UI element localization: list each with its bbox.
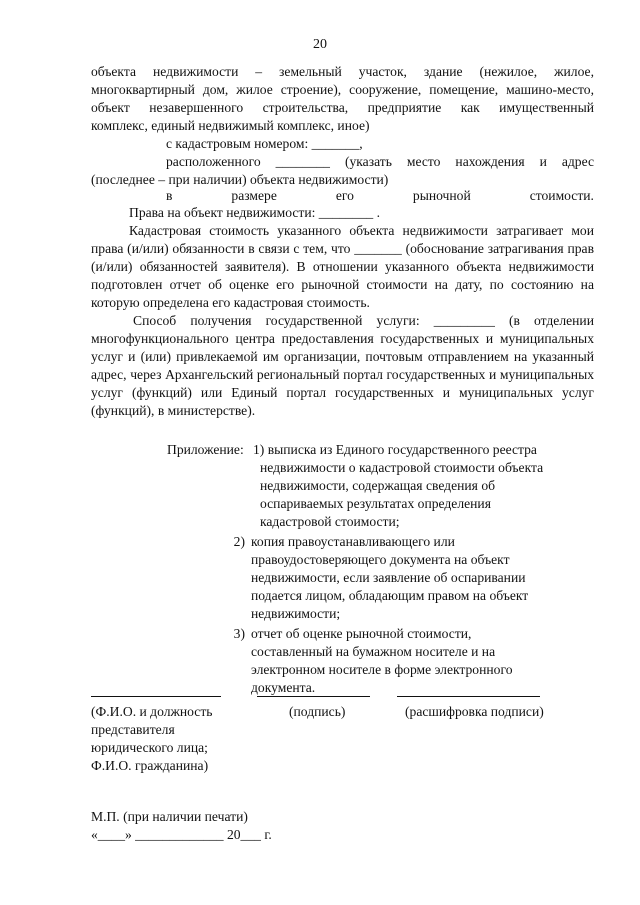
sign-caption: (подпись) bbox=[289, 704, 346, 719]
attachment-item-1: Приложение: 1) выписка из Единого государственного реестра недвижимости о кадастровой стоимости объекта недвижимости, содержащая сведения об оспариваемых результатах определения кадастровой стоимости; bbox=[167, 442, 544, 529]
attachment-number: 3) bbox=[233, 626, 245, 641]
stamp-note: М.П. (при наличии печати) bbox=[91, 809, 248, 824]
attachment-label: Приложение: bbox=[167, 442, 244, 457]
attachment-number: 2) bbox=[233, 534, 245, 549]
location-block bbox=[91, 153, 594, 189]
paragraph-cadastral-value: Кадастровая стоимость указанного объекта недвижимости затрагивает мои права (и/или) обязанности в связи с тем, что _______ (обоснование затрагивания прав (и/или) обязанностей заявителя). В отношении указанного объекта недвижимости подготовлен отчет об оценке его рыночной стоимости на дату, по состоянию на которую определена его кадастровая стоимость. bbox=[91, 223, 594, 310]
attachment-item-3: 3) отчет об оценке рыночной стоимости, составленный на бумажном носителе и на электронном носителе в форме электронного документа. bbox=[167, 625, 607, 697]
market-word: в bbox=[166, 188, 173, 203]
market-word: размере bbox=[231, 188, 277, 203]
market-word: рыночной bbox=[412, 188, 471, 203]
fio-caption: (Ф.И.О. и должность представителя юридического лица; Ф.И.О. гражданина) bbox=[91, 704, 213, 773]
location-line: (последнее – при наличии) объекта недвижимости) bbox=[91, 172, 389, 187]
fio-signature-line bbox=[91, 696, 221, 697]
object-line: объект незавершенного строительства, предприятие как имущественный bbox=[91, 100, 594, 115]
decode-caption: (расшифровка подписи) bbox=[405, 704, 544, 719]
market-value-line bbox=[91, 187, 594, 205]
object-line: многоквартирный дом, жилое строение), сооружение, помещение, машино-место, bbox=[91, 82, 594, 97]
paragraph-service-method: Способ получения государственной услуги: _________ (в отделении многофункционального центра предоставления государственных и муниципальных услуг и (или) привлекаемой им организации, почтовым отправлением на указанный адрес, через Архангельский региональный портал государственных и муниципальных услуг (функций) или Единый портал государственных и муниципальных услуг (функций), в министерстве). bbox=[91, 313, 594, 418]
attachment-list bbox=[167, 441, 607, 697]
market-word: его bbox=[335, 188, 354, 203]
attachment-number: 1) bbox=[253, 442, 265, 457]
object-description bbox=[91, 63, 594, 135]
sign-signature-line bbox=[257, 696, 370, 697]
object-line: комплекс, единый недвижимый комплекс, иное) bbox=[91, 118, 370, 133]
attachment-item-2: 2) копия правоустанавливающего или правоудостоверяющего документа на объект недвижимости, если заявление об оспаривании подается лицом, обладающим правом на объект недвижимости; bbox=[167, 533, 607, 623]
cadastral-number-line: с кадастровым номером: _______, bbox=[166, 136, 363, 151]
object-line: объекта недвижимости – земельный участок, здание (нежилое, жилое, bbox=[91, 64, 594, 79]
location-line: расположенного ________ (указать место нахождения и адрес bbox=[166, 154, 594, 169]
decode-signature-line bbox=[397, 696, 540, 697]
rights-line: Права на объект недвижимости: ________ . bbox=[129, 205, 380, 220]
page-number: 20 bbox=[313, 37, 327, 52]
market-word: стоимости. bbox=[529, 188, 594, 203]
date-line: «____» _____________ 20___ г. bbox=[91, 827, 272, 842]
